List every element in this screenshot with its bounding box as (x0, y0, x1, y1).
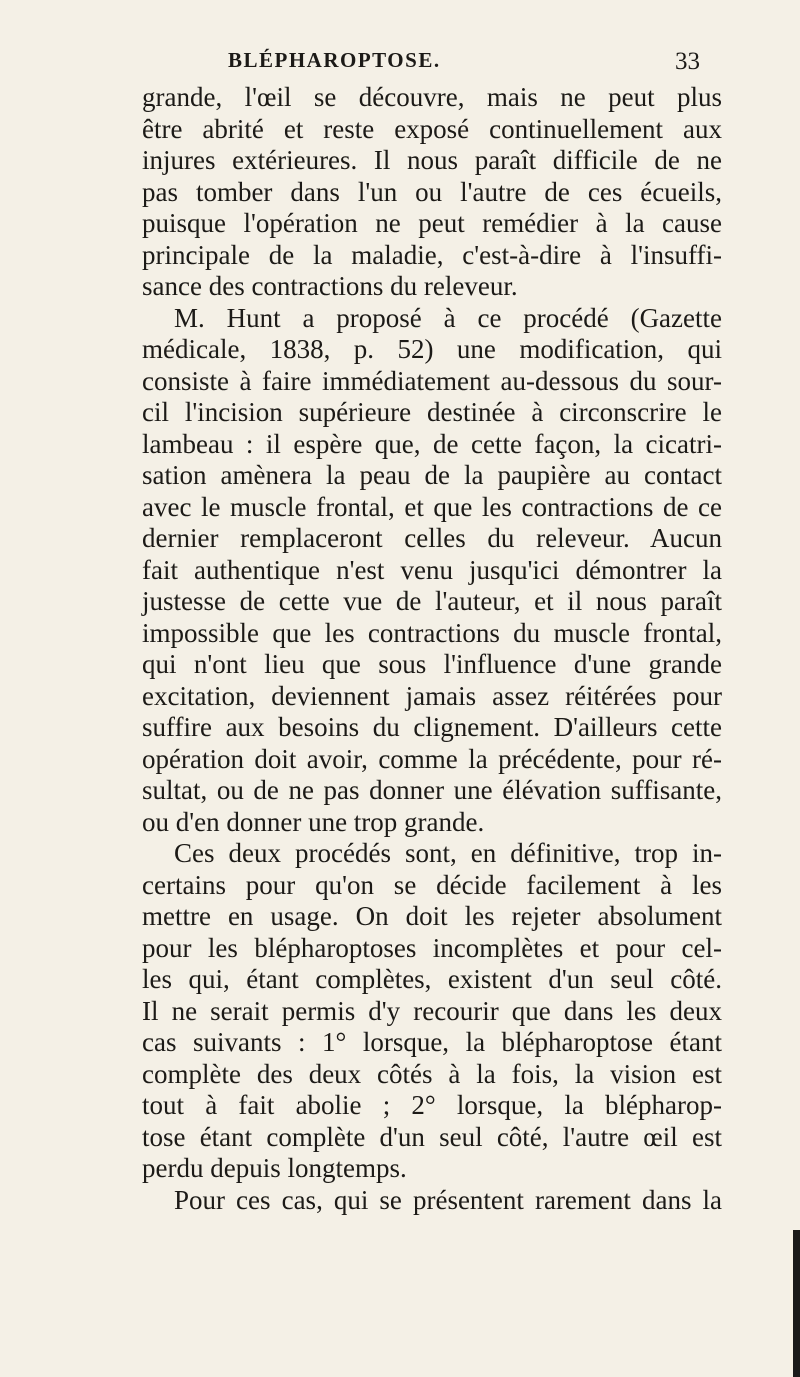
text-line: pas tomber dans l'un ou l'autre de ces écueils, (142, 176, 722, 207)
text-line: Pour ces cas, qui se présentent rarement dans la (174, 1184, 722, 1215)
text-line: médicale, 1838, p. 52) une modification, qui (142, 334, 722, 364)
page-number: 33 (675, 48, 700, 75)
text-line: sation amènera la peau de la paupière au contact (142, 460, 722, 490)
text-line: opération doit avoir, comme la précédente, pour ré- (142, 743, 722, 774)
text-line: excitation, deviennent jamais assez réitérées pour (142, 680, 722, 711)
text-line: lambeau : il espère que, de cette façon, la cicatri- (142, 428, 722, 459)
text-line: Ces deux procédés sont, en définitive, trop in- (174, 838, 722, 868)
text-line: pour les blépharoptoses incomplètes et pour cel- (142, 932, 722, 963)
text-line: les qui, étant complètes, existent d'un seul côté. (142, 964, 722, 994)
text-line: fait authentique n'est venu jusqu'ici démontrer la (142, 554, 722, 585)
text-line: sultat, ou de ne pas donner une élévation suffisante, (142, 775, 722, 805)
text-line: impossible que les contractions du muscle frontal, (142, 617, 722, 648)
text-line: complète des deux côtés à la fois, la vision est (142, 1058, 722, 1089)
text-line: consiste à faire immédiatement au-dessous du sour- (142, 365, 722, 396)
body-text (142, 82, 722, 1216)
text-line: grande, l'œil se découvre, mais ne peut plus (142, 82, 722, 112)
text-line: ou d'en donner une trop grande. (142, 806, 485, 837)
text-line: tout à fait abolie ; 2° lorsque, la blépharop- (142, 1090, 722, 1120)
text-line: cil l'incision supérieure destinée à circonscrire le (142, 397, 722, 427)
text-line: sance des contractions du releveur. (142, 271, 518, 301)
page-edge-shadow (793, 1230, 800, 1377)
text-line: principale de la maladie, c'est-à-dire à l'insuffi- (142, 239, 722, 270)
text-line: perdu depuis longtemps. (142, 1153, 407, 1183)
text-line: cas suivants : 1° lorsque, la blépharoptose étant (142, 1027, 722, 1057)
text-line: être abrité et reste exposé continuellement aux (142, 113, 722, 144)
text-line: suffire aux besoins du clignement. D'ailleurs cette (142, 712, 722, 742)
text-line: puisque l'opération ne peut remédier à la cause (142, 208, 722, 238)
text-line: M. Hunt a proposé à ce procédé (Gazette (174, 302, 722, 333)
text-line: tose étant complète d'un seul côté, l'autre œil est (142, 1121, 722, 1152)
text-line: avec le muscle frontal, et que les contractions de ce (142, 491, 722, 522)
running-title: BLÉPHAROPTOSE. (228, 48, 441, 72)
text-line: Il ne serait permis d'y recourir que dans les deux (142, 995, 722, 1026)
text-line: mettre en usage. On doit les rejeter absolument (142, 901, 722, 931)
text-line: injures extérieures. Il nous paraît difficile de ne (142, 145, 722, 175)
text-line: justesse de cette vue de l'auteur, et il nous paraît (142, 586, 722, 616)
text-line: qui n'ont lieu que sous l'influence d'une grande (142, 649, 722, 679)
running-head (180, 48, 700, 82)
text-line: dernier remplaceront celles du releveur. Aucun (142, 523, 722, 553)
text-line: certains pour qu'on se décide facilement à les (142, 869, 722, 900)
